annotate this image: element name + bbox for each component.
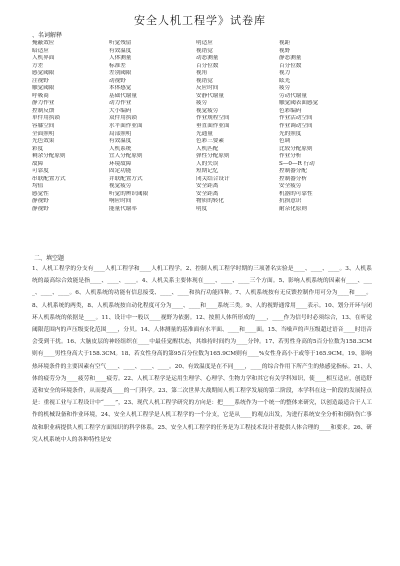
term-item: 视角 [196, 70, 208, 77]
term-item: 双件用执锁 [109, 115, 137, 122]
term-item: 疲劳 [196, 100, 208, 107]
term-item: 劳动代谢量 [279, 92, 307, 99]
term-item: 视觉疲劳 [109, 183, 132, 190]
term-item: 控制器分配 [279, 168, 307, 175]
term-item: 局部照明 [109, 130, 132, 137]
term-item: 疲劳 [279, 85, 291, 92]
term-item: 静态测量 [279, 55, 302, 62]
term-item: 视觉疲劳 [196, 107, 219, 114]
term-item: 容膝空间 [32, 123, 55, 130]
term-item: 百分位数 [279, 62, 302, 69]
term-item: 静力作业 [32, 100, 55, 107]
term-item: 动态测量 [196, 55, 219, 62]
term-item: 响应时间 [109, 198, 132, 205]
term-item: S—0—R 行动 [279, 160, 315, 167]
term-item: 光的照度 [279, 130, 302, 137]
term-item: 耐杂化原则 [279, 206, 307, 213]
term-item: 宜人分配原则 [109, 153, 143, 160]
term-item: 弹性分配原则 [196, 153, 230, 160]
term-item: 作业规程空间 [196, 115, 230, 122]
term-item: 静视野 [32, 198, 49, 205]
terms-grid [32, 40, 382, 214]
term-item: 物质的转化 [196, 198, 224, 205]
term-item: 人机界面 [32, 55, 55, 62]
term-item: 本体感觉 [109, 85, 132, 92]
term-item: 动力作业 [109, 100, 132, 107]
term-item: 掩蔽效应 [32, 40, 55, 46]
term-item: 控制反馈 [32, 107, 55, 114]
term-item: 控制器分析 [279, 175, 307, 182]
term-item: 感觉阈限 [32, 70, 55, 77]
term-item: 听觉的辨识阈限 [109, 190, 149, 197]
term-item: 机器的可靠性 [279, 190, 313, 197]
term-item: 注视野 [32, 77, 49, 84]
term-item: 色彩三要素 [196, 138, 224, 145]
term-item: 作业调动空间 [279, 123, 313, 130]
term-item: 动视野 [109, 77, 126, 84]
term-item: 色调 [279, 138, 291, 145]
term-item: 串联配置方式 [32, 175, 66, 182]
term-item: 安全距离 [196, 183, 219, 190]
term-item: 视野 [279, 47, 291, 54]
term-item: 安全疲劳 [279, 183, 302, 190]
term-item: 安全距离 [196, 190, 219, 197]
term-item: 色彩编码 [279, 107, 302, 114]
section-heading-fill-blanks: 二、填空题 [34, 255, 65, 262]
term-item: 视错觉 [196, 77, 213, 84]
term-item: 均值 [32, 183, 44, 190]
term-item: 视力 [279, 70, 291, 77]
term-item: 单件用执锁 [32, 115, 60, 122]
term-item: 并联配置方式 [109, 175, 143, 182]
term-item: 基础代谢量 [109, 92, 137, 99]
term-item: 全面照明 [32, 130, 55, 137]
term-item: 人体测量 [109, 55, 132, 62]
term-item: 呼吸商 [32, 92, 49, 99]
term-item: 有效温度 [109, 138, 132, 145]
term-item: 大小编码 [109, 107, 132, 114]
term-item: 触觉阈限 [32, 85, 55, 92]
term-item: 剩余分配原则 [32, 153, 66, 160]
term-item: 垂直面作业面 [196, 123, 230, 130]
term-item: 水平面作业面 [109, 123, 143, 130]
term-item: 安静代谢量 [196, 92, 224, 99]
term-item: 光通量 [196, 130, 213, 137]
term-item: 故障 [32, 160, 44, 167]
term-item: 环境故障 [109, 160, 132, 167]
document-title: 安全人机工程学》试卷库 [134, 14, 266, 27]
term-item: 暗适应 [32, 47, 49, 54]
term-item: 闭关结合设计 [196, 175, 230, 182]
term-item: 能量代谢率 [109, 206, 137, 213]
section-heading-definitions: 、名词解释 [32, 32, 63, 39]
term-item: 可靠度 [32, 168, 49, 175]
term-item: 短期记忆 [196, 168, 219, 175]
term-item: 人机匹配 [196, 145, 219, 152]
term-item: 触觉阈表面感觉 [279, 100, 319, 107]
term-item: 感觉性 [32, 190, 49, 197]
term-item: 反应时间 [196, 85, 219, 92]
term-item: 人机系统 [109, 145, 132, 152]
term-item: 比较分配原则 [279, 145, 313, 152]
term-item: 视距 [279, 40, 291, 46]
term-item: 固定功能 [109, 168, 132, 175]
term-item: 有效温度 [109, 47, 132, 54]
term-item: 作业分析 [279, 153, 302, 160]
term-item: 差别阈限 [109, 70, 132, 77]
term-item: 光色效果 [32, 138, 55, 145]
term-item: 听觉残留 [109, 40, 132, 46]
term-item: 抗损意识 [279, 198, 302, 205]
term-item: 视错觉 [196, 47, 213, 54]
fill-blank-questions: 1、人机工程学的分支有____人机工程学和____人机工程学。2、控制人机工程学时期的三项著名实验是____、____、____。3、人机系统的最高综合效能是指____、____、____。4、人机关系主要体现在____、____、____三个方面。5、影响人机系统的因素有____、____、____、____。6、人机系统的功能有信息接受、____、____和执行功能四种。7、人机系统按有无反馈控制作用可分为____和____。8、人机系统的两类，8、人机系统按自动化程度可分为____、____和____系统三类。9、人的视野通常用____表示。10、划分开环与闭环人机系统的依据是____。11、设计中一般以____视野为依据。12、按照人体所形成的____，____作为信号时必须综合，13、在听觉阈限范围内的声压级变化范围____，分贝。14、人体测量的基准面有水平面、____和____面。15、当噪声的声压级超过语音____时语音会受到干扰。16、大脑皮层的神经组织在____中最佳觉醒状态，其维持时间约为____分钟。17、若男性身高的5百分位数为158.3CM则有____男性身高大于158.3CM。18、若女性身高的第95百分位数为165.9CM则有____%女性身高小于或等于165.9CM。19、影响热环境条件的主要因素有空气____、____、____、____。20、有效温度是在不同____，____的综合作用下所产生的热感觉指标。21、人体的疲劳分为____疲劳和____疲劳。22、人机工程学是运用生理学、心理学、生物力学和其它有关学科知识，使____相互适应，创造舒适和安全的环境条件，从而提高____的一门科学。23、第二次世界大战期间人机工程学发展的第二阶段，本学科在这一阶段的发展特点是：重视工业与工程设计中“____”，23、现代人机工程学研究的方向是：把____系统作为一个统一的整体来研究，以创造最适合于人工作的机械设备和作业环境，24、安全人机工程学是人机工程学的一个分支，它是从____的观点出发，为进行系统安全分析和预防伤亡事故和职业病提供人机工程学方面知识的科学体系。25、安全人机工程学的任务是为工程技术设计者提供人体合理的____和要求。26、研究人机系统中人的各种特性是安 [32, 266, 372, 443]
term-item: 眩光 [279, 77, 291, 84]
term-item: 明适应 [196, 40, 213, 46]
term-item: 作业活动空间 [279, 115, 313, 122]
term-item: 静视野 [32, 206, 49, 213]
term-item: 标准差 [109, 62, 126, 69]
term-item: 人的失误 [196, 160, 219, 167]
term-item: 明度 [196, 206, 208, 213]
term-item: 彩度 [32, 145, 44, 152]
term-item: 百分位数 [196, 62, 219, 69]
term-item: 方差 [32, 62, 44, 69]
